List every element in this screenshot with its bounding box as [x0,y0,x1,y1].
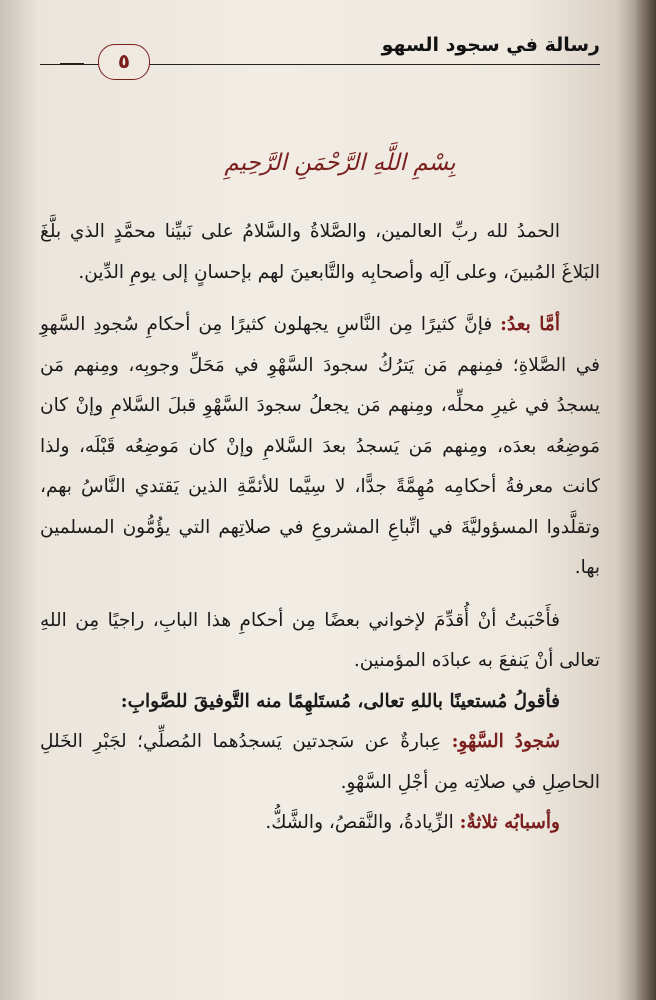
paragraph-causes [40,803,600,844]
book-spine-shadow [634,0,656,1000]
page-header [40,34,600,74]
running-title: رسالة في سجود السهو [381,34,600,56]
paragraph-intro-lead: أمَّا بعدُ: [500,314,560,335]
definition-text: عِبارةٌ عن سَجدتين يَسجدُهما المُصلِّي؛ لجَبْرِ الخَللِ الحاصِلِ في صلاتِه مِن أجْلِ السَّهْوِ. [40,731,600,793]
paragraph-intro [40,305,600,589]
paragraph-definition [40,722,600,803]
paragraph-opening: فأقولُ مُستعينًا باللهِ تعالى، مُستَلهِمًا منه التَّوفيقَ للصَّوابِ: [120,690,560,712]
page-body [40,212,600,844]
paragraph-praise: الحمدُ لله ربِّ العالمين، والصَّلاةُ والسَّلامُ على نَبيِّنا محمَّدٍ الذي بلَّغَ البَلاغَ المُبينَ، وعلى آلِه وأصحابِه والتَّابعينَ لهم بإحسانٍ إلى يومِ الدِّين. [40,221,600,283]
paragraph-purpose: فأَحْبَبتُ أنْ أُقدِّمَ لإخواني بعضًا مِن أحكامِ هذا البابِ، راجيًا مِن اللهِ تعالى أنْ يَنفعَ به عبادَه المؤمنين. [40,609,600,671]
paragraph-intro-text: فإنَّ كثيرًا مِن النَّاسِ يجهلون كثيرًا مِن أحكامِ سُجودِ السَّهوِ في الصَّلاةِ؛ فمِنهم مَن يَترُكُ سجودَ السَّهْوِ في مَحَلِّ وجوبِه، ومِنهم مَن يسجدُ في غيرِ محلِّه، ومِنهم مَن يجعلُ سجودَ السَّهْوِ قبلَ السَّلامِ وإنْ كان مَوضِعُه بعدَه، ومِنهم مَن يَسجدُ بعدَ السَّلامِ وإنْ كان مَوضِعُه قَبْلَه، ولذا كانت معرفةُ أحكامِه مُهِمَّةً جدًّا، لا سِيَّما للأئمَّةِ الذين يَقتدي النَّاسُ بهم، وتقلَّدوا المسؤوليَّةَ في اتِّباعِ المشروعِ في صلاتِهم التي يؤُمُّون المسلمين بها. [40,314,600,578]
header-dash [60,63,84,65]
causes-text: الزِّيادةُ، والنَّقصُ، والشَّكُّ. [265,812,454,833]
causes-lead: وأسبابُه ثلاثةٌ: [459,812,560,833]
basmala: بِسْمِ اللَّهِ الرَّحْمَنِ الرَّحِيمِ [224,150,456,176]
definition-term: سُجودُ السَّهْوِ: [451,731,561,752]
page-number: ٥ [98,44,150,80]
